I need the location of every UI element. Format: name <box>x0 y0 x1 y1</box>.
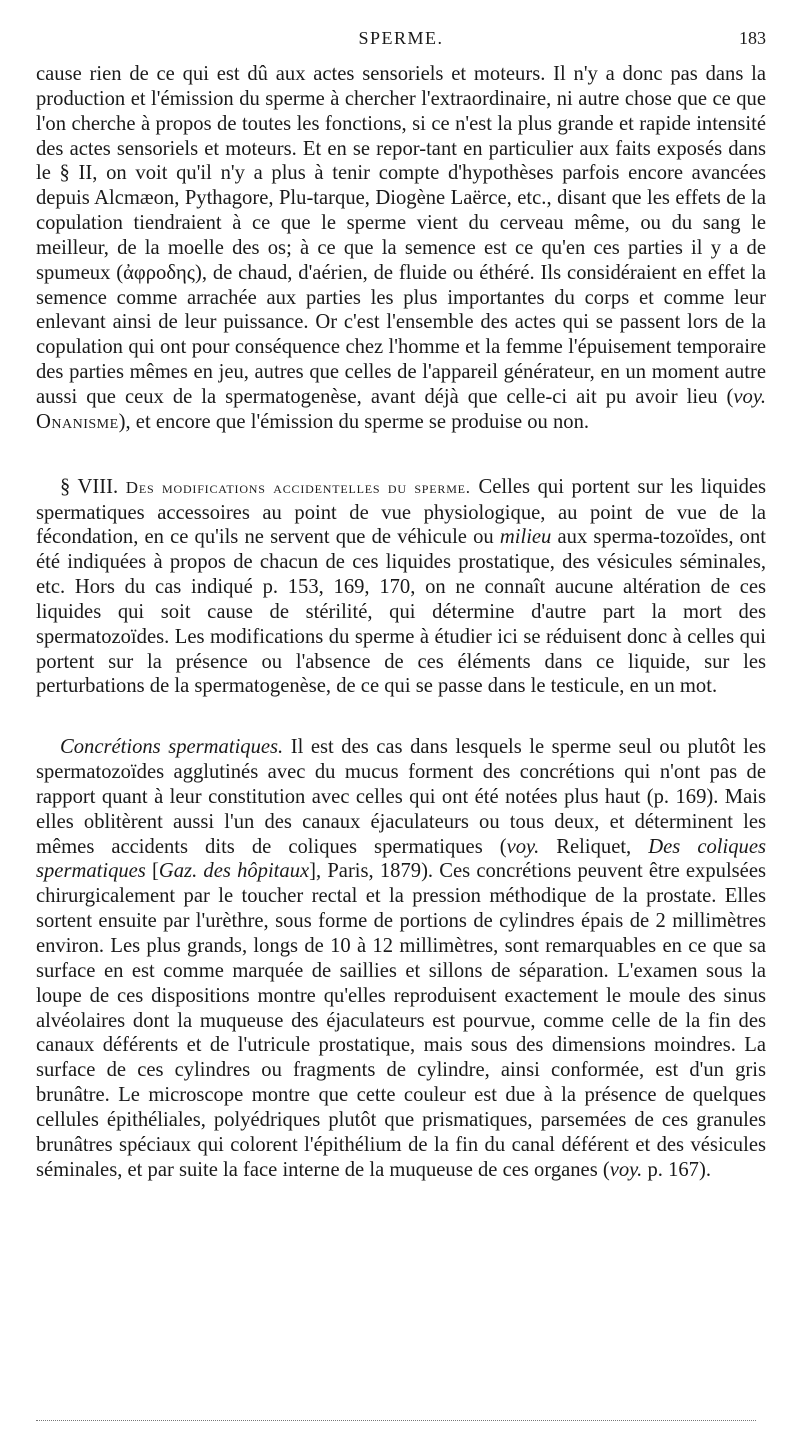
greek-word: ἀφροδης <box>123 261 195 284</box>
paragraph-1 <box>36 62 766 435</box>
footer-rule <box>36 1420 756 1421</box>
book-page <box>36 0 766 1182</box>
text-run: Reliquet, <box>539 835 649 858</box>
subsection-heading: Concrétions spermatiques. <box>60 736 284 759</box>
section-heading: Des modifications accidentelles du sperme. <box>125 477 471 497</box>
page-header <box>36 0 766 48</box>
paragraph-2 <box>36 475 766 700</box>
voy-abbrev: voy. <box>506 835 540 858</box>
cited-work: Des coliques spermatiques <box>36 835 766 883</box>
italic-term: milieu <box>499 526 552 549</box>
voy-abbrev: voy. <box>609 1158 643 1181</box>
text-run: aux sperma-tozoïdes, ont été indiquées à propos de chacun de ces liquides prostatique, des vésicules séminales, etc. Hors du cas indiqué p. 153, 169, 170, on ne connaît aucune altération de ces liquides qui soit cause de stérilité, qui détermine d'autre part la mort des spermatozoïdes. Les modifications du sperme à étudier ici se réduisent donc à celles qui portent sur la présence ou l'absence de ces éléments dans ce liquide, sur les perturbations de la spermatogenèse, de ce qui se passe dans le testicule, en un mot. <box>36 526 766 698</box>
cited-journal: Gaz. des hôpitaux <box>158 860 310 883</box>
page-number: 183 <box>739 28 766 48</box>
text-run: ), de chaud, d'aérien, de fluide ou éthéré. Ils considéraient en effet la semence comme arrachée aux parties les plus importantes du corps et comme leur enlevant ainsi de leur puissance. Or c'est l'ensemble des actes qui se passent lors de la copulation qui ont pour conséquence chez l'homme et la femme l'épuisement temporaire des parties mêmes en jeu, autres que celles de l'appareil générateur, en un moment autre aussi que ceux de la spermatogenèse, avant déjà que celle-ci ait pu avoir lieu ( <box>36 261 766 408</box>
voy-abbrev: voy. <box>733 385 766 408</box>
text-run: [ <box>145 860 159 883</box>
text-run: Celles qui portent sur les liquides spermatiques accessoires au point de vue physiologique, au point de vue de la fécondation, en ce qu'ils ne servent que de véhicule ou <box>36 475 767 549</box>
text-run: ], Paris, 1879). Ces concrétions peuvent être expulsées chirurgicalement par le toucher rectal et la pression méthodique de la prostate. Elles sortent ensuite par l'urèthre, sous forme de portions de cylindres épais de 2 millimètres environ. Les plus grands, longs de 10 à 12 millimètres, sont remarquables en ce que sa surface en est comme marquée de saillies et sillons de séparation. L'examen sous la loupe de ces dispositions montre qu'elles reproduisent exactement le moule des sinus alvéolaires dont la muqueuse des éjaculateurs est pourvue, comme celle de la fin des canaux déférents et de l'utricule prostatique, mais sous des dimensions moindres. La surface de ces cylindres ou fragments de cylindre, ainsi conformée, est d'un gris brunâtre. Le microscope montre que cette couleur est due à la présence de quelques cellules épithéliales, polyédriques plutôt que prismatiques, parsemées de ces granules brunâtres spéciaux qui colorent l'épithélium de la fin du canal déférent et des vésicules séminales, et par suite la face interne de la muqueuse de ces organes ( <box>36 860 766 1181</box>
text-run: cause rien de ce qui est dû aux actes sensoriels et moteurs. Il n'y a donc pas dans la production et l'émission du sperme à chercher l'extraordinaire, ni autre chose que ce que l'on cherche à propos de toutes les fonctions, si ce n'est la plus grande et rapide intensité des actes sensoriels et moteurs. Et en se repor-tant en particulier aux faits exposés dans le § II, on voit qu'il n'y a plus à tenir compte d'hypothèses parfois encore avancées depuis Alcmæon, Pythagore, Plu-tarque, Diogène Laërce, etc., disant que les effets de la copulation tiendraient à ce que le sperme vient du cerveau même, ou du sang le meilleur, de la moelle des os; à ce que la semence est ce qu'en ces parties il y a de spumeux ( <box>36 63 766 284</box>
text-run: Il est des cas dans lesquels le sperme seul ou plutôt les spermatozoïdes agglutinés avec du mucus forment des concrétions qui n'ont pas de rapport quant à leur constitution avec celles qui ont été notées plus haut (p. 169). Mais elles oblitèrent aussi l'un des canaux éjaculateurs ou tous deux, et déterminent les mêmes accidents dits de coliques spermatiques ( <box>36 736 766 858</box>
text-run: p. 167). <box>642 1158 711 1181</box>
cross-reference: Onanisme <box>36 410 119 433</box>
running-title: SPERME. <box>358 28 444 48</box>
section-number: § VIII. <box>60 475 119 498</box>
paragraph-3 <box>36 735 766 1182</box>
text-run: ), et encore que l'émission du sperme se produise ou non. <box>118 410 590 433</box>
